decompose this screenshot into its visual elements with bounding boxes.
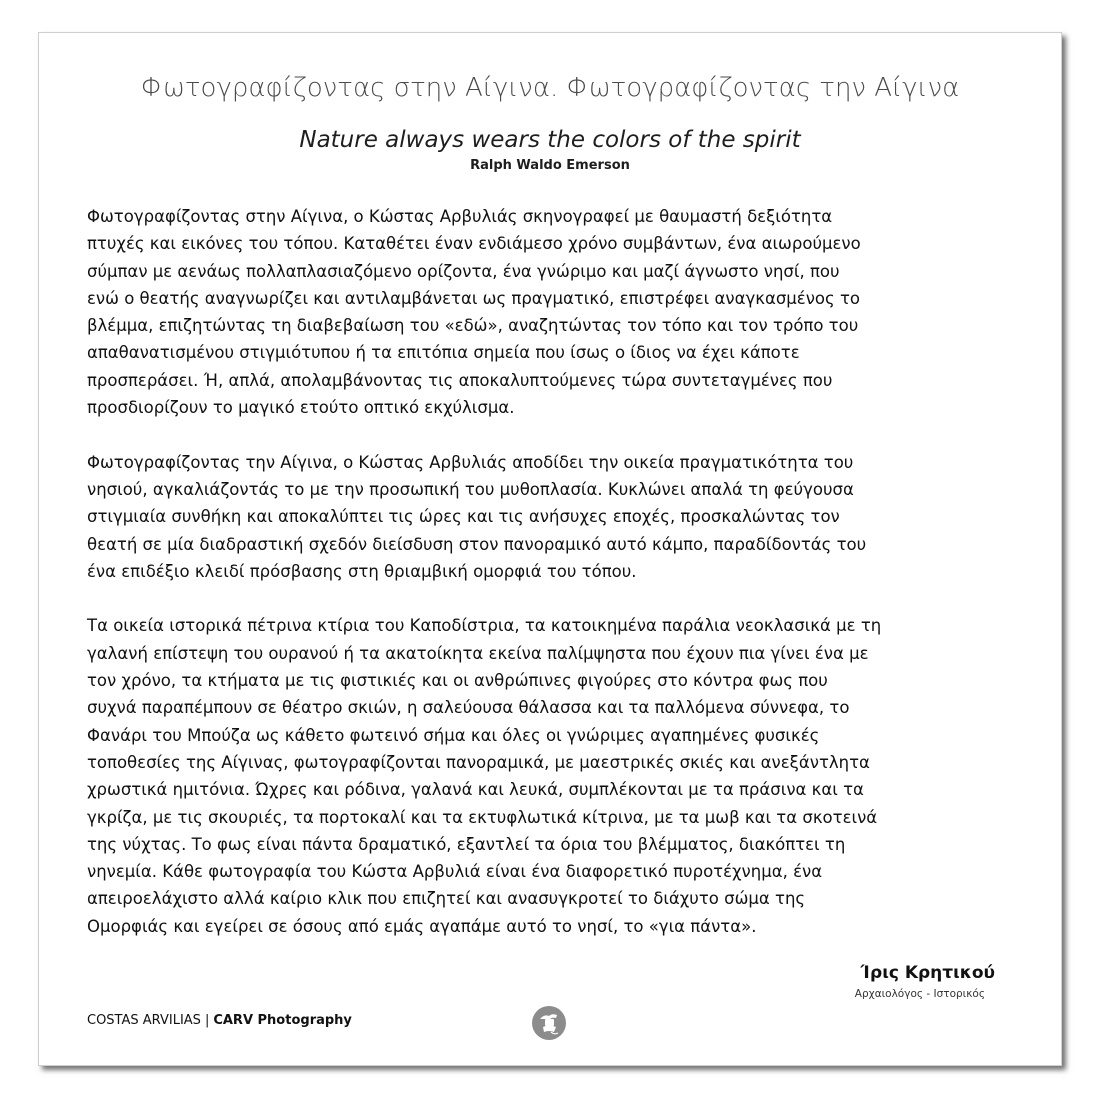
paragraph-line: νηνεμία. Κάθε φωτογραφία του Κώστα Αρβυλιά είναι ένα διαφορετικό πυροτέχνημα, ένα: [87, 862, 823, 882]
paragraph-line: χρωστικά ημιτόνια. Ώχρες και ρόδινα, γαλανά και λευκά, συμπλέκονται με τα πράσινα και τα: [87, 780, 864, 800]
brand-separator: |: [204, 1013, 210, 1028]
paragraph-line: θεατή σε μία διαδραστική σχεδόν διείσδυση στον πανοραμικό αυτό κάμπο, παραδίδοντάς του: [87, 534, 867, 554]
brand-name: COSTAS ARVILIAS: [87, 1013, 201, 1028]
footer-brand: [87, 1013, 352, 1028]
paragraph-line: στιγμιαία συνθήκη και αποκαλύπτει τις ώρες και τις ανήσυχες εποχές, προσκαλώντας τον: [87, 507, 840, 527]
paragraph-line: ενώ ο θεατής αναγνωρίζει και αντιλαμβάνεται ως πραγματικό, επιστρέφει αναγκασμένος το: [87, 288, 860, 308]
paragraph-line: Φωτογραφίζοντας στην Αίγινα, ο Κώστας Αρβυλιάς σκηνογραφεί με θαυμαστή δεξιότητα: [87, 207, 833, 226]
paragraph-line: τον χρόνο, τα κτήματα με τις φιστικιές και οι ανθρώπινες φιγούρες στο κόντρα φως που: [87, 671, 828, 691]
paragraph-line: γαλανή επίστεψη του ουρανού ή τα ακατοίκητα εκείνα παλίμψηστα που έχουν πια γίνει ένα με: [87, 643, 869, 663]
paragraph-line: τοποθεσίες της Αίγινας, φωτογραφίζονται πανοραμικά, με μαεστρικές σκιές και ανεξάντλητα: [87, 752, 870, 772]
paragraph-line: νησιού, αγκαλιάζοντάς το με την προσωπική του μυθοπλασία. Κυκλώνει απαλά τη φεύγουσα: [87, 479, 854, 499]
epigraph-quote: Nature always wears the colors of the spirit: [299, 127, 801, 153]
paragraph-line: απειροελάχιστο αλλά καίριο κλικ που επιζητεί και ανασυγκροτεί το διάχυτο σώμα της: [87, 889, 806, 909]
paragraph-line: ένα επιδέξιο κλειδί πρόσβασης στη θριαμβική ομορφιά του τόπου.: [87, 561, 637, 581]
brand-subtitle: CARV Photography: [213, 1013, 352, 1028]
paragraph-line: απαθανατισμένου στιγμιότυπου ή τα επιτόπια σημεία που ίσως ο ίδιος να έχει κάποτε: [87, 343, 800, 363]
carv-logo-icon: [531, 1005, 567, 1041]
page-title: Φωτογραφίζοντας στην Αίγινα. Φωτογραφίζοντας την Αίγινα: [140, 73, 960, 103]
paragraph-line: γκρίζα, με τις σκουριές, τα πορτοκαλί και τα εκτυφλωτικά κίτρινα, με τα μωβ και τα σκοτεινά: [87, 807, 878, 827]
paragraph: [87, 203, 1027, 421]
paragraph-line: προσπεράσει. Ή, απλά, απολαμβάνοντας τις αποκαλυπτούμενες τώρα συντεταγμένες που: [87, 370, 833, 390]
paragraph-line: προσδιορίζουν το μαγικό ετούτο οπτικό εκχύλισμα.: [87, 398, 515, 418]
signature-role: Αρχαιολόγος - Ιστορικός: [854, 988, 985, 1000]
paragraph-line: βλέμμα, επιζητώντας τη διαβεβαίωση του «εδώ», αναζητώντας τον τόπο και τον τρόπο του: [87, 316, 859, 336]
paragraph-line: της νύχτας. Το φως είναι πάντα δραματικό, εξαντλεί τα όρια του βλέμματος, διακόπτει τη: [87, 834, 846, 854]
paragraph-line: σύμπαν με αενάως πολλαπλασιαζόμενο ορίζοντα, ένα γνώριμο και μαζί άγνωστο νησί, που: [87, 261, 840, 281]
document-page: [38, 32, 1062, 1066]
paragraph: [87, 612, 1027, 940]
epigraph-author: Ralph Waldo Emerson: [470, 158, 630, 173]
paragraph: [87, 449, 1027, 585]
paragraph-line: πτυχές και εικόνες του τόπου. Καταθέτει έναν ενδιάμεσο χρόνο συμβάντων, ένα αιωρούμενο: [87, 234, 861, 254]
paragraph-line: συχνά παραπέμπουν σε θέατρο σκιών, η σαλεύουσα θάλασσα και τα παλλόμενα σύννεφα, το: [87, 698, 850, 718]
paragraph-line: Τα οικεία ιστορικά πέτρινα κτίρια του Καποδίστρια, τα κατοικημένα παράλια νεοκλασικά με τη: [87, 616, 882, 636]
essay-body: [87, 203, 1027, 967]
paragraph-line: Φωτογραφίζοντας την Αίγινα, ο Κώστας Αρβυλιάς αποδίδει την οικεία πραγματικότητα του: [87, 452, 854, 472]
paragraph-line: Φανάρι του Μπούζα ως κάθετο φωτεινό σήμα και όλες οι γνώριμες αγαπημένες φυσικές: [87, 725, 820, 745]
signature-name: Ίρις Κρητικού: [860, 963, 995, 983]
paragraph-line: Ομορφιάς και εγείρει σε όσους από εμάς αγαπάμε αυτό το νησί, το «για πάντα».: [87, 916, 757, 936]
